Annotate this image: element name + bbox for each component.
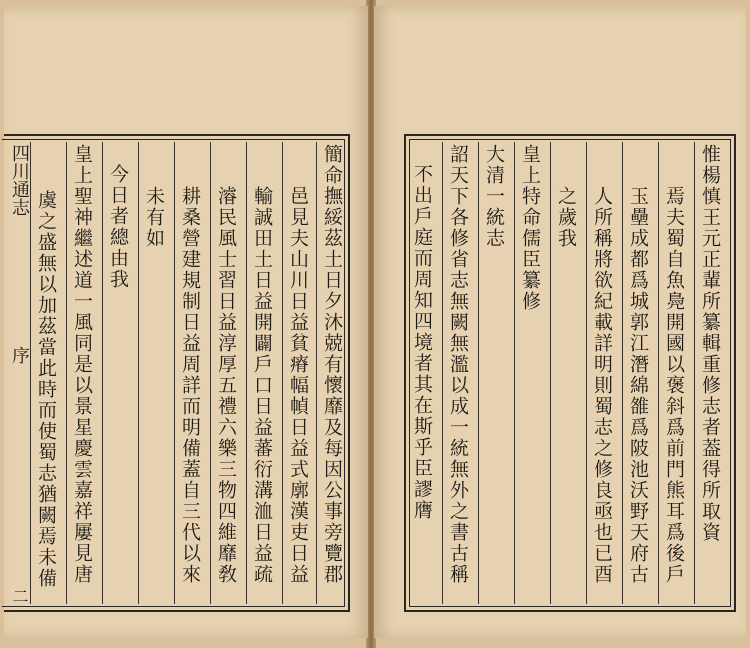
right-column-2: 焉夫蜀自魚鳧開國以褒斜爲前門熊耳爲後戶 [663,186,685,585]
right-column-7: 大清一統志 [483,144,505,249]
right-column-9: 不出戶庭而周知四境者其在斯乎臣謬膺 [411,164,433,521]
right-column-4: 人所稱將欲紀載詳明則蜀志之修良亟也已酉 [591,186,613,585]
column-rule [622,142,623,604]
left-page-number: 二 [10,588,29,604]
right-text-frame [404,134,736,612]
column-rule [478,142,479,604]
left-column-2: 邑見夫山川日益貧瘠幅幀日益式廓漢吏日益 [287,186,309,585]
column-rule [514,142,515,604]
right-column-5: 之歲我 [555,186,577,249]
left-column-1: 簡命撫綏茲土日夕沐兢有懷靡及每因公事旁覽郡 [321,144,343,585]
column-rule [138,142,139,604]
left-column-3: 輸誠田土日益開闢戶口日益蕃衍溝洫日益疏 [251,186,273,585]
left-column-5: 耕桑營建規制日益周詳而明備蓋自三代以來 [179,186,201,585]
right-column-6: 皇上特命儒臣纂修 [519,144,541,312]
column-rule [442,142,443,604]
left-column-7: 今日者總由我 [107,164,129,290]
left-column-4: 濬民風士習日益淳厚五禮六樂三物四維靡敎 [215,186,237,585]
right-column-1: 惟楊慎王元正輩所纂輯重修志者葢得所取資 [699,144,721,543]
column-rule [102,142,103,604]
column-rule [174,142,175,604]
right-page [374,6,746,638]
column-rule [246,142,247,604]
right-column-8: 詔天下各修省志無闕無濫以成一統無外之書古稱 [447,144,469,585]
left-column-9: 虞之盛無以加茲當此時而使蜀志猶闕焉未備 [35,190,57,589]
column-rule [658,142,659,604]
column-rule [694,142,695,604]
left-column-6: 未有如 [143,186,165,249]
column-rule [210,142,211,604]
left-margin-section: 序 [9,346,30,364]
left-column-8: 皇上聖神繼述道一風同是以景星慶雲嘉祥屢見唐 [71,144,93,585]
column-rule [66,142,67,604]
column-rule [586,142,587,604]
column-rule [550,142,551,604]
left-margin-title: 四川通志 [9,144,30,216]
left-margin-rule [30,142,31,604]
column-rule [282,142,283,604]
left-text-frame [4,134,350,612]
column-rule [316,142,317,604]
right-column-3: 玉壘成都爲城郭江潛綿雒爲陂池沃野天府古 [627,186,649,585]
left-page [4,6,368,638]
